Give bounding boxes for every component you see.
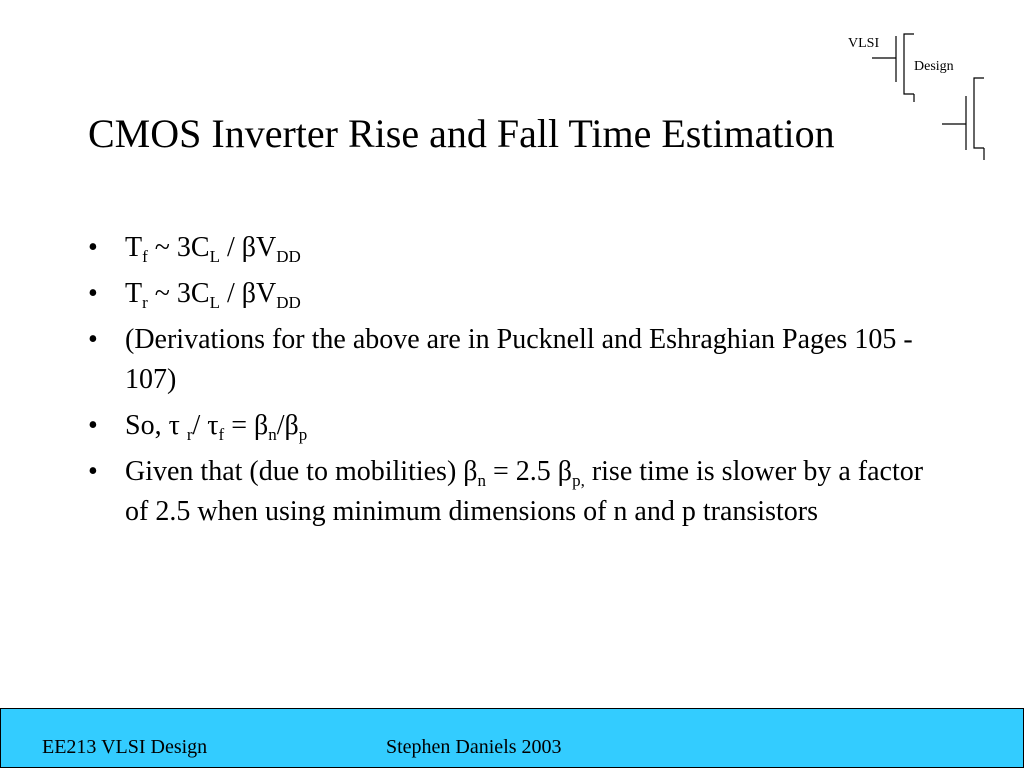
bullet-marker: •	[88, 324, 98, 355]
bullet-marker: •	[88, 232, 98, 263]
bullet-fall-time: • $T_f$ ~ $3C_L / \beta V_{DD}$	[88, 228, 948, 268]
bullet-marker: •	[88, 456, 98, 487]
bullet-rise-time: • $T_r$ ~ $3C_L / \beta V_{DD}$	[88, 274, 948, 314]
bullet-derivations: • (Derivations for the above are in Pucknell and Eshraghian Pages 105 - 107)	[88, 320, 948, 400]
bullet-marker: •	[88, 278, 98, 309]
footer-bar	[0, 708, 1024, 768]
footer-course: EE213 VLSI Design	[42, 736, 208, 758]
bullet-ratio: • So, τ $_r$/ $\tau_f = \beta_n/\beta_p$	[88, 406, 948, 446]
footer-author: Stephen Daniels 2003	[386, 736, 562, 758]
bullet-list	[88, 228, 948, 538]
logo-vlsi-text: VLSI	[848, 36, 880, 51]
logo-design-text: Design	[914, 59, 954, 74]
bullet-marker: •	[88, 410, 98, 441]
slide-title: CMOS Inverter Rise and Fall Time Estimation	[88, 111, 835, 156]
bullet-mobilities: • Given that (due to mobilities) $\beta_n = 2.5$ $\beta_{p,}$ rise time is slower by a factor of 2.5 when using minimum dimensions of n and p transistors	[88, 452, 948, 532]
